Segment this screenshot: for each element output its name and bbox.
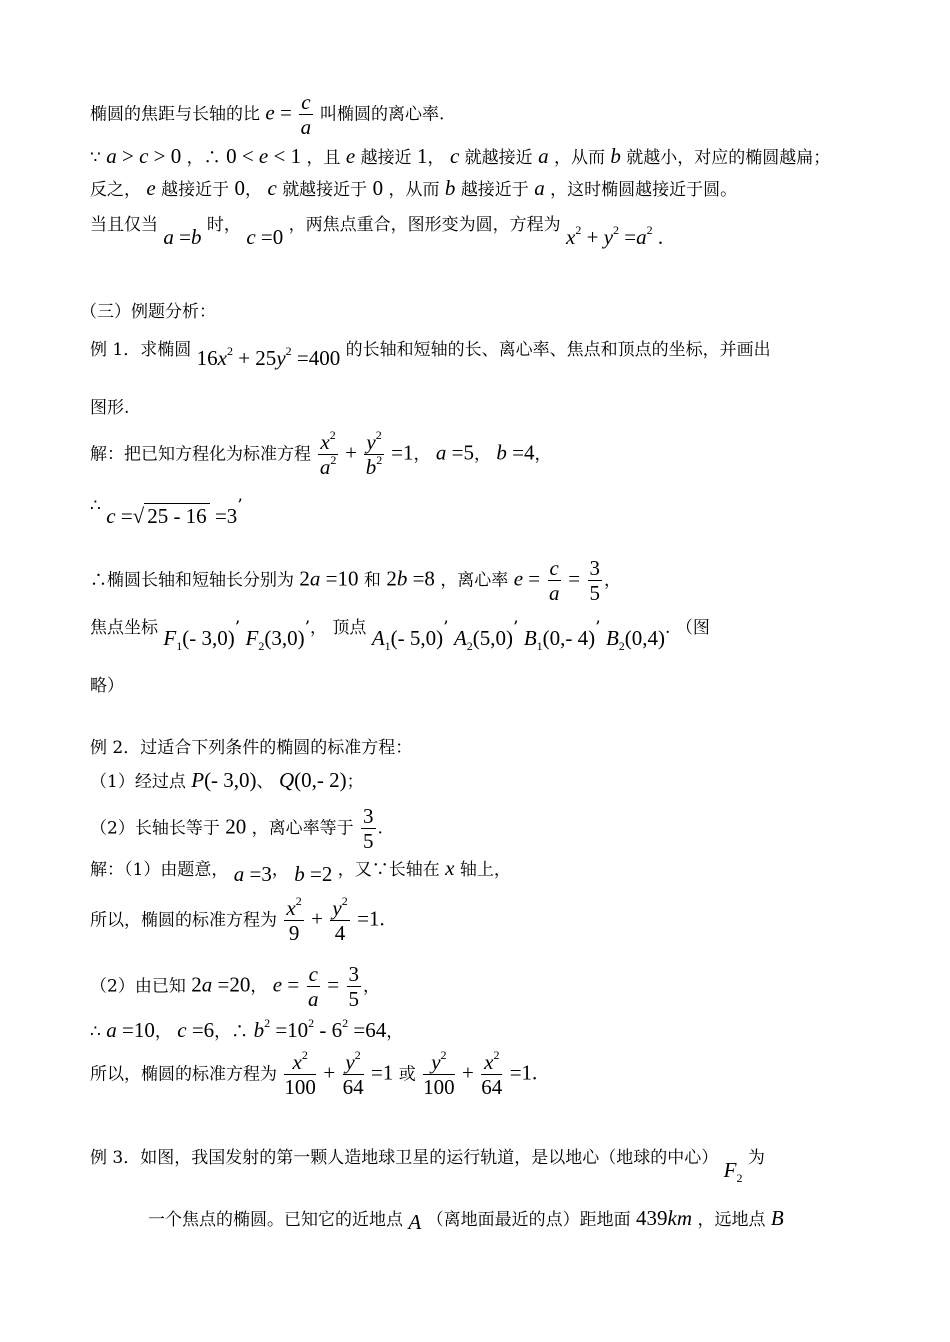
example-2-condition-2: （2）长轴长等于 20 ，离心率等于 $\frac{3}{5}$ .: [90, 804, 383, 853]
example-1-question-cont: 图形.: [90, 398, 130, 418]
eccentricity-analysis-line: ∵ a > c > 0 ，∴ 0 < e < 1 ，且 e 越接近 1， c 就越接近 a ，从而 b 就越小，对应的椭圆越扁；: [90, 144, 831, 168]
circle-case-line: 当且仅当 a =b 时， c =0 ，两焦点重合，图形变为圆，方程为 $x^2 + y^2 =a^2$ .: [90, 215, 664, 249]
example-2-equation-1: 所以，椭圆的标准方程为 $\frac{x^2}{9}$ + $\frac{y^2}{4}$ =1.: [90, 894, 385, 945]
example-1-axes-eccentricity: ∴椭圆长轴和短轴长分别为 2a =10 和 2b =8 ，离心率 e = $\frac{c}{a}$ = $\frac{3}{5}$ ，: [90, 556, 622, 605]
example-1-c-value: ∴ c =√ 25 - 16 =3’: [90, 496, 243, 528]
example-2-values: ∴ a =10， c =6，∴ $b^2 =10^2 - 6^2 =64$，: [90, 1016, 404, 1042]
example-3-question: 例 3．如图，我国发射的第一颗人造地球卫星的运行轨道，是以地心（地球的中心） $F_2$ 为: [90, 1148, 765, 1185]
example-1-figure-omitted: 略）: [90, 676, 124, 696]
section-heading: （三）例题分析：: [80, 302, 216, 322]
eccentricity-converse-line: 反之， e 越接近于 0， c 就越接近于 0 ，从而 b 越接近于 a ，这时椭圆越接近于圆。: [90, 176, 738, 200]
example-2-equation-2: 所以，椭圆的标准方程为 $\frac{x^2}{100}$ + $\frac{y^2}{64}$ =1 或 $\frac{y^2}{100}$ + $\frac{x^2}{64}$ =1.: [90, 1048, 538, 1099]
example-1-foci-vertices: 焦点坐标 $F_1(-$ 3,0)’ $F_2(3,0)$’， 顶点 $A_1(-$ 5,0)’ $A_2(5,0)$’ $B_1(0,-$ 4)’ $B_2(0,4)$. （图: [90, 618, 710, 653]
example-1-question: 例 1．求椭圆 $16x^2 + 25y^2 =400$ 的长轴和短轴的长、离心率、焦点和顶点的坐标，并画出: [90, 340, 771, 370]
example-2-condition-1: （1）经过点 P(- 3,0)、 Q(0,- 2)；: [90, 768, 364, 792]
example-1-standard-form: 解：把已知方程化为标准方程 $\frac{x^2}{a^2}$ + $\frac{y^2}{b^2}$ =1， a =5， b =4，: [90, 428, 552, 479]
eccentricity-definition: 椭圆的焦距与长轴的比 e = $\frac{c}{a}$ 叫椭圆的离心率.: [90, 90, 445, 139]
example-2-question: 例 2．过适合下列条件的椭圆的标准方程：: [90, 738, 413, 758]
example-3-question-cont: 一个焦点的椭圆。已知它的近地点 A （离地面最近的点）距地面 439km ，远地点 B: [148, 1206, 784, 1234]
example-2-solution-2: （2）由已知 2a =20， e = $\frac{c}{a}$ = $\frac{3}{5}$ ，: [90, 962, 381, 1011]
example-2-solution-1: 解：（1）由题意， a =3， b =2 ，又∵长轴在 x 轴上，: [90, 856, 511, 886]
